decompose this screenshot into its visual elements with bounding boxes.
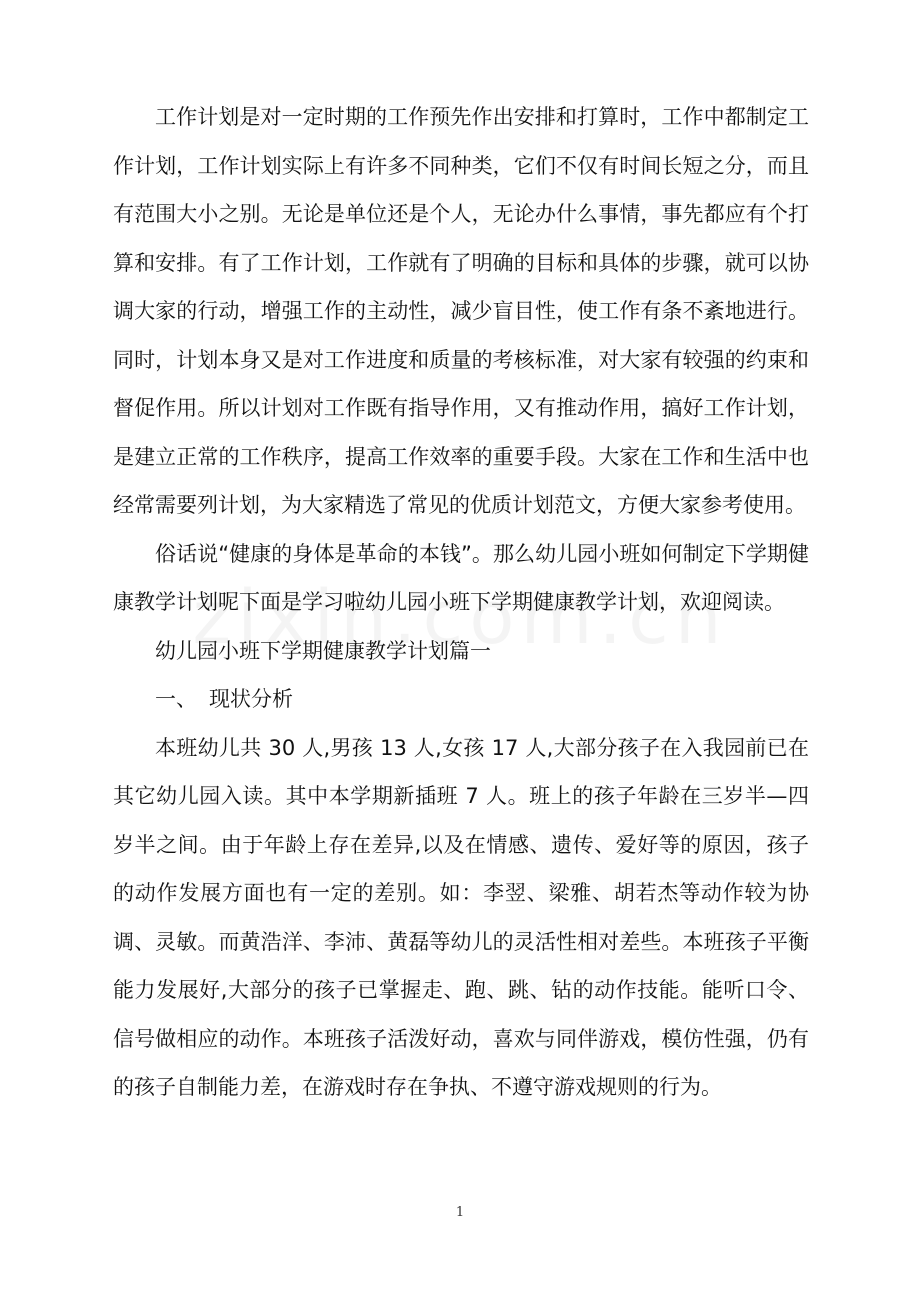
document-body <box>113 93 809 1112</box>
page-number: 1 <box>455 1205 465 1220</box>
section-paragraph: 本班幼儿共 30 人,男孩 13 人,女孩 17 人,大部分孩子在入我园前已在其它幼儿园入读。其中本学期新插班 7 人。班上的孩子年龄在三岁半—四岁半之间。由于年龄上存在差异,以及在情感、遗传、爱好等的原因，孩子的动作发展方面也有一定的差别。如：李翌、梁雅、胡若杰等动作较为协调、灵敏。而黄浩洋、李沛、黄磊等幼儿的灵活性相对差些。本班孩子平衡能力发展好,大部分的孩子已掌握走、跑、跳、钻的动作技能。能听口令、信号做相应的动作。本班孩子活泼好动，喜欢与同伴游戏，模仿性强，仍有的孩子自制能力差，在游戏时存在争执、不遵守游戏规则的行为。 <box>113 735 809 1099</box>
section-title: 现状分析 <box>209 687 293 711</box>
intro-paragraph: 工作计划是对一定时期的工作预先作出安排和打算时，工作中都制定工作计划，工作计划实际上有许多不同种类，它们不仅有时间长短之分，而且有范围大小之别。无论是单位还是个人，无论办什么事情，事先都应有个打算和安排。有了工作计划，工作就有了明确的目标和具体的步骤，就可以协调大家的行动，增强工作的主动性，减少盲目性，使工作有条不紊地进行。同时，计划本身又是对工作进度和质量的考核标准，对大家有较强的约束和督促作用。所以计划对工作既有指导作用，又有推动作用，搞好工作计划，是建立正常的工作秩序，提高工作效率的重要手段。大家在工作和生活中也经常需要列计划，为大家精选了常见的优质计划范文，方便大家参考使用。 <box>113 105 809 517</box>
section-number: 一、 <box>155 687 197 711</box>
lead-paragraph: 俗话说“健康的身体是革命的本钱”。那么幼儿园小班如何制定下学期健康教学计划呢下面是学习啦幼儿园小班下学期健康教学计划，欢迎阅读。 <box>113 541 809 614</box>
section-heading <box>113 675 809 724</box>
article-title: 幼儿园小班下学期健康教学计划篇一 <box>155 638 491 663</box>
